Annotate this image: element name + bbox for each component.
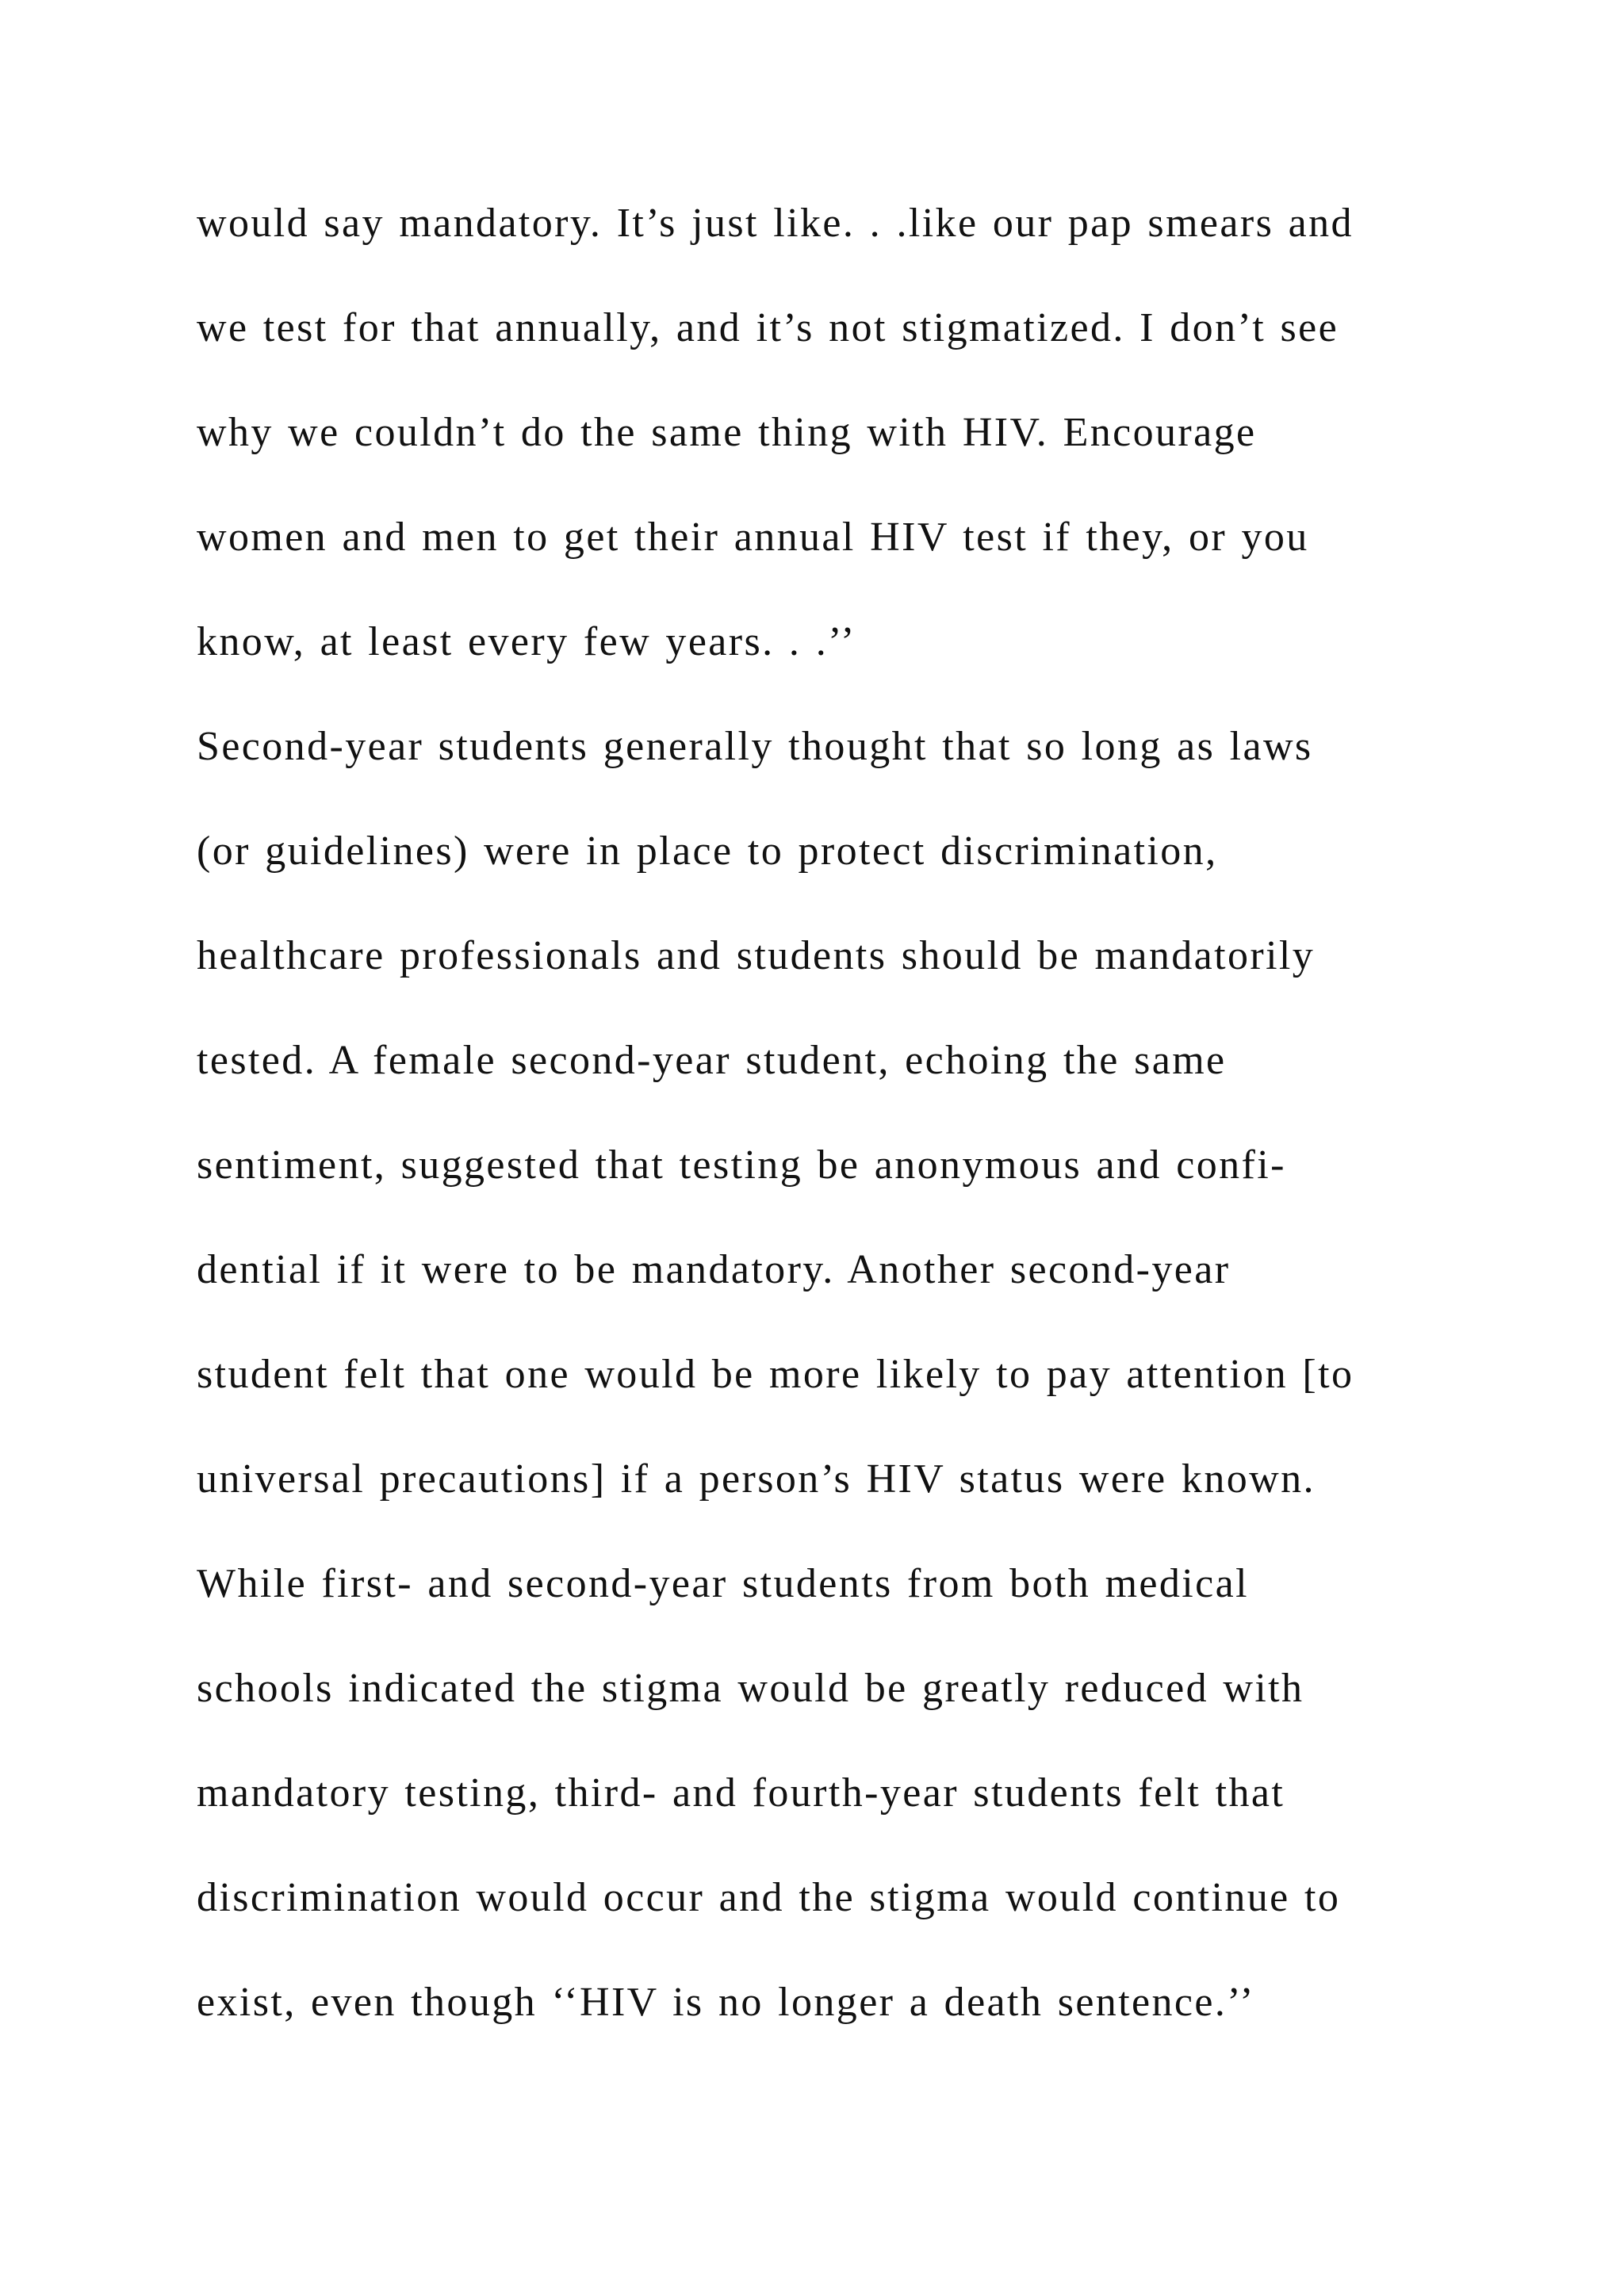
text-line: sentiment, suggested that testing be anonymous and confi-: [197, 1142, 1286, 1188]
text-line: we test for that annually, and it’s not stigmatized. I don’t see: [197, 305, 1339, 350]
text-line: dential if it were to be mandatory. Another second-year: [197, 1247, 1231, 1292]
text-line: women and men to get their annual HIV test if they, or you: [197, 515, 1309, 560]
text-line: tested. A female second-year student, echoing the same: [197, 1038, 1227, 1083]
text-line: Second-year students generally thought that so long as laws: [197, 724, 1313, 769]
text-line: universal precautions] if a person’s HIV status were known.: [197, 1456, 1316, 1502]
text-line: why we couldn’t do the same thing with HIV. Encourage: [197, 410, 1257, 455]
text-line: healthcare professionals and students should be mandatorily: [197, 933, 1316, 978]
text-line: While first- and second-year students from both medical: [197, 1561, 1249, 1606]
text-line: would say mandatory. It’s just like. . .like our pap smears and: [197, 201, 1354, 246]
text-line: student felt that one would be more likely to pay attention [to: [197, 1352, 1354, 1397]
text-line: schools indicated the stigma would be greatly reduced with: [197, 1666, 1304, 1711]
text-line: discrimination would occur and the stigma would continue to: [197, 1875, 1341, 1920]
text-line: know, at least every few years. . .’’: [197, 619, 856, 664]
text-line: (or guidelines) were in place to protect discrimination,: [197, 828, 1218, 874]
text-line: mandatory testing, third- and fourth-year students felt that: [197, 1770, 1285, 1816]
text-line: exist, even though ‘‘HIV is no longer a death sentence.’’: [197, 1980, 1255, 2025]
